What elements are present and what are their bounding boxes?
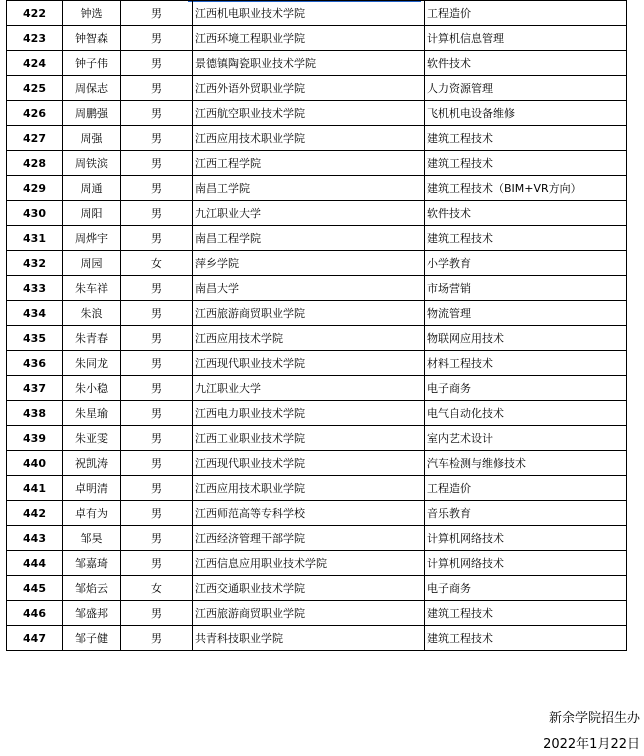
table-row <box>7 526 627 551</box>
table-row <box>7 151 627 176</box>
student-name: 朱亚雯 <box>63 426 121 451</box>
student-name: 邹盛邦 <box>63 601 121 626</box>
table-row <box>7 176 627 201</box>
student-name: 朱同龙 <box>63 351 121 376</box>
major-name: 建筑工程技术 <box>425 601 627 626</box>
school-name: 江西现代职业技术学院 <box>193 451 425 476</box>
student-gender: 男 <box>121 626 193 651</box>
table-row <box>7 51 627 76</box>
major-name: 室内艺术设计 <box>425 426 627 451</box>
table-row <box>7 226 627 251</box>
table-row <box>7 576 627 601</box>
row-number: 426 <box>7 101 63 126</box>
student-name: 朱小稳 <box>63 376 121 401</box>
school-name: 江西外语外贸职业学院 <box>193 76 425 101</box>
table-row <box>7 301 627 326</box>
school-name: 江西现代职业技术学院 <box>193 351 425 376</box>
table-row <box>7 76 627 101</box>
major-name: 计算机信息管理 <box>425 26 627 51</box>
student-name: 钟子伟 <box>63 51 121 76</box>
row-number: 425 <box>7 76 63 101</box>
row-number: 438 <box>7 401 63 426</box>
table-row <box>7 251 627 276</box>
student-gender: 男 <box>121 451 193 476</box>
row-number: 424 <box>7 51 63 76</box>
student-gender: 男 <box>121 301 193 326</box>
row-number: 441 <box>7 476 63 501</box>
school-name: 景德镇陶瓷职业技术学院 <box>193 51 425 76</box>
row-number: 437 <box>7 376 63 401</box>
table-row <box>7 476 627 501</box>
table-row <box>7 26 627 51</box>
row-number: 422 <box>7 1 63 26</box>
student-gender: 男 <box>121 51 193 76</box>
student-name: 周鹏强 <box>63 101 121 126</box>
major-name: 音乐教育 <box>425 501 627 526</box>
major-name: 计算机网络技术 <box>425 551 627 576</box>
student-name: 朱车祥 <box>63 276 121 301</box>
major-name: 计算机网络技术 <box>425 526 627 551</box>
school-name: 江西师范高等专科学校 <box>193 501 425 526</box>
row-number: 440 <box>7 451 63 476</box>
table-row <box>7 376 627 401</box>
student-gender: 男 <box>121 151 193 176</box>
school-name: 九江职业大学 <box>193 201 425 226</box>
student-gender: 男 <box>121 101 193 126</box>
major-name: 工程造价 <box>425 476 627 501</box>
row-number: 439 <box>7 426 63 451</box>
school-name: 江西交通职业技术学院 <box>193 576 425 601</box>
row-number: 432 <box>7 251 63 276</box>
row-number: 434 <box>7 301 63 326</box>
major-name: 建筑工程技术 <box>425 226 627 251</box>
student-name: 周烨宇 <box>63 226 121 251</box>
student-gender: 男 <box>121 351 193 376</box>
school-name: 江西经济管理干部学院 <box>193 526 425 551</box>
row-number: 442 <box>7 501 63 526</box>
school-name: 江西环境工程职业学院 <box>193 26 425 51</box>
school-name: 江西旅游商贸职业学院 <box>193 601 425 626</box>
student-gender: 男 <box>121 1 193 26</box>
row-number: 443 <box>7 526 63 551</box>
student-gender: 男 <box>121 476 193 501</box>
student-name: 周园 <box>63 251 121 276</box>
table-row <box>7 401 627 426</box>
school-name: 江西信息应用职业技术学院 <box>193 551 425 576</box>
major-name: 物联网应用技术 <box>425 326 627 351</box>
table-row <box>7 126 627 151</box>
table-row <box>7 451 627 476</box>
school-name: 江西应用技术职业学院 <box>193 476 425 501</box>
major-name: 电子商务 <box>425 576 627 601</box>
student-gender: 女 <box>121 251 193 276</box>
student-name: 卓有为 <box>63 501 121 526</box>
school-name: 江西机电职业技术学院 <box>193 1 425 26</box>
student-gender: 男 <box>121 126 193 151</box>
student-name: 周阳 <box>63 201 121 226</box>
student-name: 周通 <box>63 176 121 201</box>
school-name: 萍乡学院 <box>193 251 425 276</box>
school-name: 南昌工学院 <box>193 176 425 201</box>
table-row <box>7 501 627 526</box>
student-gender: 男 <box>121 26 193 51</box>
school-name: 九江职业大学 <box>193 376 425 401</box>
student-gender: 男 <box>121 526 193 551</box>
student-gender: 男 <box>121 601 193 626</box>
student-name: 周强 <box>63 126 121 151</box>
row-number: 445 <box>7 576 63 601</box>
student-gender: 男 <box>121 201 193 226</box>
table-row <box>7 276 627 301</box>
school-name: 江西航空职业技术学院 <box>193 101 425 126</box>
table-body <box>7 1 627 651</box>
row-number: 431 <box>7 226 63 251</box>
row-number: 423 <box>7 26 63 51</box>
school-name: 南昌工程学院 <box>193 226 425 251</box>
student-name: 卓明清 <box>63 476 121 501</box>
row-number: 446 <box>7 601 63 626</box>
student-gender: 男 <box>121 176 193 201</box>
student-gender: 男 <box>121 326 193 351</box>
school-name: 江西应用技术学院 <box>193 326 425 351</box>
footer-date: 2022年1月22日 <box>543 737 640 752</box>
table-row <box>7 351 627 376</box>
student-name: 钟智森 <box>63 26 121 51</box>
student-gender: 男 <box>121 551 193 576</box>
table-row <box>7 201 627 226</box>
school-name: 江西工业职业技术学院 <box>193 426 425 451</box>
student-name: 邹子健 <box>63 626 121 651</box>
student-name: 祝凯涛 <box>63 451 121 476</box>
school-name: 江西电力职业技术学院 <box>193 401 425 426</box>
student-gender: 男 <box>121 226 193 251</box>
row-number: 430 <box>7 201 63 226</box>
major-name: 建筑工程技术 <box>425 151 627 176</box>
major-name: 市场营销 <box>425 276 627 301</box>
row-number: 447 <box>7 626 63 651</box>
school-name: 江西工程学院 <box>193 151 425 176</box>
table-row <box>7 626 627 651</box>
student-gender: 男 <box>121 501 193 526</box>
major-name: 电气自动化技术 <box>425 401 627 426</box>
student-gender: 女 <box>121 576 193 601</box>
footer-organization: 新余学院招生办 <box>548 711 640 726</box>
row-number: 427 <box>7 126 63 151</box>
table-row <box>7 326 627 351</box>
student-name: 周铁滨 <box>63 151 121 176</box>
student-gender: 男 <box>121 401 193 426</box>
student-gender: 男 <box>121 426 193 451</box>
student-gender: 男 <box>121 276 193 301</box>
major-name: 软件技术 <box>425 201 627 226</box>
row-number: 436 <box>7 351 63 376</box>
student-gender: 男 <box>121 376 193 401</box>
table-row <box>7 101 627 126</box>
student-name: 周保志 <box>63 76 121 101</box>
student-name: 邹嘉琦 <box>63 551 121 576</box>
major-name: 建筑工程技术 <box>425 126 627 151</box>
school-name: 江西旅游商贸职业学院 <box>193 301 425 326</box>
major-name: 建筑工程技术（BIM+VR方向） <box>425 176 627 201</box>
student-name: 朱星瑜 <box>63 401 121 426</box>
school-name: 南昌大学 <box>193 276 425 301</box>
school-name: 江西应用技术职业学院 <box>193 126 425 151</box>
student-gender: 男 <box>121 76 193 101</box>
student-name: 朱浪 <box>63 301 121 326</box>
major-name: 电子商务 <box>425 376 627 401</box>
major-name: 汽车检测与维修技术 <box>425 451 627 476</box>
table-row <box>7 551 627 576</box>
student-name: 邹昊 <box>63 526 121 551</box>
row-number: 428 <box>7 151 63 176</box>
row-number: 429 <box>7 176 63 201</box>
major-name: 工程造价 <box>425 1 627 26</box>
table-row <box>7 426 627 451</box>
major-name: 小学教育 <box>425 251 627 276</box>
school-name: 共青科技职业学院 <box>193 626 425 651</box>
table-row <box>7 601 627 626</box>
major-name: 物流管理 <box>425 301 627 326</box>
row-number: 433 <box>7 276 63 301</box>
admission-list-table <box>6 0 627 651</box>
major-name: 材料工程技术 <box>425 351 627 376</box>
major-name: 人力资源管理 <box>425 76 627 101</box>
student-name: 朱青春 <box>63 326 121 351</box>
student-name: 钟选 <box>63 1 121 26</box>
major-name: 飞机机电设备维修 <box>425 101 627 126</box>
row-number: 435 <box>7 326 63 351</box>
student-name: 邹焰云 <box>63 576 121 601</box>
table-row <box>7 1 627 26</box>
major-name: 软件技术 <box>425 51 627 76</box>
major-name: 建筑工程技术 <box>425 626 627 651</box>
row-number: 444 <box>7 551 63 576</box>
